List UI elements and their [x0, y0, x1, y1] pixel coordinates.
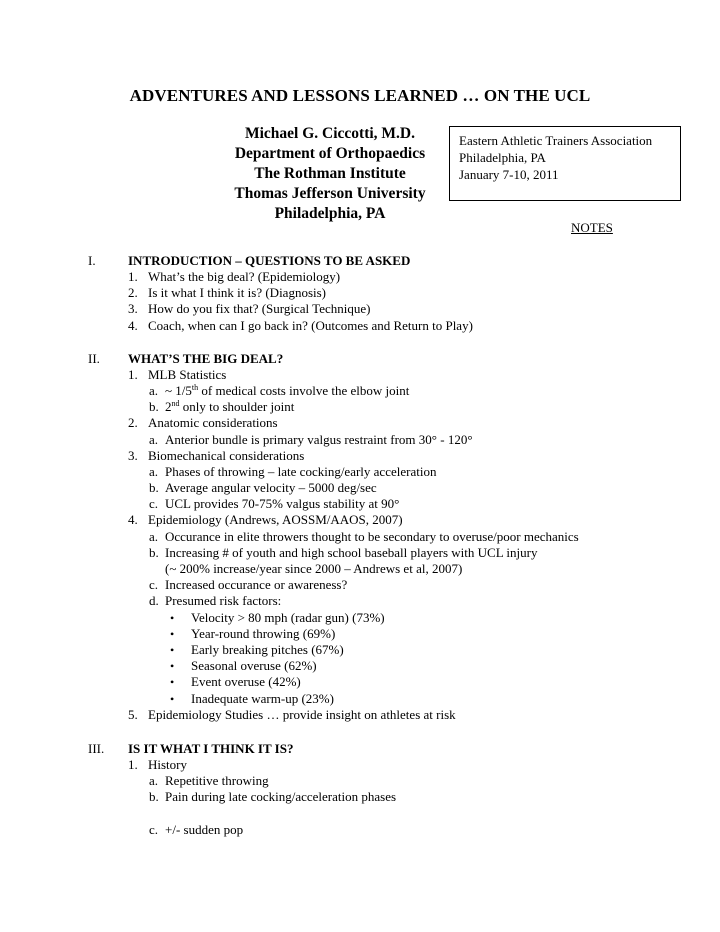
item-label: b. [149, 544, 159, 560]
outline-item [0, 383, 720, 399]
document-title: ADVENTURES AND LESSONS LEARNED … ON THE UCL [129, 86, 591, 105]
item-text: Epidemiology (Andrews, AOSSM/AAOS, 2007) [148, 512, 403, 528]
item-label: 3. [128, 301, 138, 317]
item-text: Increased occurance or awareness? [165, 577, 348, 593]
bullet-marker: • [170, 691, 175, 706]
outline-item [0, 658, 720, 674]
item-text: Pain during late cocking/acceleration phases [165, 789, 397, 805]
item-label: 1. [128, 756, 138, 772]
outline-item [0, 561, 720, 577]
item-label: c. [149, 822, 159, 838]
ordinal-superscript: th [191, 382, 199, 392]
item-text-part: ~ 1/5 [165, 382, 192, 398]
item-text-part: only to shoulder joint [179, 399, 295, 415]
item-label: c. [149, 496, 159, 512]
item-text: History [148, 756, 187, 772]
section-numeral: II. [88, 350, 100, 366]
outline-item [0, 773, 720, 789]
outline-item [0, 674, 720, 690]
item-text: What’s the big deal? (Epidemiology) [148, 269, 341, 284]
item-text [165, 383, 409, 399]
outline-item [0, 577, 720, 593]
item-label: 2. [128, 285, 138, 301]
item-label: 2. [128, 415, 138, 431]
bullet-marker: • [170, 642, 175, 657]
item-text: Early breaking pitches (67%) [191, 641, 344, 657]
author-university: Thomas Jefferson University [234, 185, 426, 202]
outline-item [0, 593, 720, 609]
section-heading: WHAT’S THE BIG DEAL? [128, 350, 284, 366]
item-text-part: 2 [165, 399, 172, 415]
bullet-marker: • [170, 675, 175, 690]
author-institute: The Rothman Institute [254, 165, 406, 182]
outline-item [0, 464, 720, 480]
item-text: Inadequate warm-up (23%) [191, 690, 334, 706]
item-text: Anterior bundle is primary valgus restraint from 30° - 120° [165, 431, 473, 447]
item-text: (~ 200% increase/year since 2000 – Andrews et al, 2007) [165, 561, 463, 576]
outline-item [0, 642, 720, 658]
section-numeral: III. [88, 740, 105, 756]
item-text: Biomechanical considerations [148, 447, 305, 463]
item-label: d. [149, 593, 159, 609]
item-label: 4. [128, 317, 138, 333]
ordinal-superscript: nd [171, 399, 180, 409]
outline-item [0, 318, 720, 334]
item-label: 1. [128, 269, 138, 284]
outline-item [0, 496, 720, 512]
outline-item [0, 610, 720, 626]
outline-item [0, 432, 720, 448]
item-label: 4. [128, 512, 138, 528]
item-text: Anatomic considerations [148, 415, 278, 431]
item-label: a. [149, 463, 159, 479]
outline-item [0, 707, 720, 723]
author-location: Philadelphia, PA [274, 205, 386, 222]
item-text: Coach, when can I go back in? (Outcomes and Return to Play) [148, 317, 473, 333]
outline-section [0, 740, 720, 839]
outline-section [0, 252, 720, 334]
outline-item [0, 480, 720, 496]
outline [0, 252, 720, 839]
outline-item [0, 822, 720, 838]
outline-item [0, 448, 720, 464]
item-text: Velocity > 80 mph (radar gun) (73%) [191, 609, 385, 625]
item-label: b. [149, 789, 159, 805]
section-numeral: I. [88, 253, 96, 268]
bullet-marker: • [170, 626, 175, 641]
section-heading-row [0, 252, 720, 269]
item-label: a. [149, 773, 159, 789]
item-label: b. [149, 480, 159, 496]
item-text: Average angular velocity – 5000 deg/sec [165, 480, 377, 496]
outline-section [0, 350, 720, 723]
item-text: Is it what I think it is? (Diagnosis) [148, 285, 327, 301]
event-info-box [449, 126, 681, 201]
item-text: Year-round throwing (69%) [191, 625, 336, 641]
item-text [165, 399, 294, 415]
section-heading-row [0, 350, 720, 367]
event-dates: January 7-10, 2011 [459, 167, 559, 182]
outline-item [0, 529, 720, 545]
bullet-marker: • [170, 610, 175, 625]
outline-item [0, 399, 720, 415]
outline-item [0, 269, 720, 285]
author-department: Department of Orthopaedics [234, 145, 426, 162]
event-location: Philadelphia, PA [459, 150, 546, 165]
outline-item [0, 367, 720, 383]
item-label: a. [149, 431, 159, 447]
item-text: +/- sudden pop [165, 822, 244, 838]
author-name: Michael G. Ciccotti, M.D. [244, 125, 415, 142]
item-text: Repetitive throwing [165, 773, 269, 789]
item-label: c. [149, 577, 159, 593]
item-text: Increasing # of youth and high school baseball players with UCL injury [165, 544, 538, 560]
outline-item [0, 805, 720, 822]
outline-item [0, 285, 720, 301]
notes-label: NOTES [571, 220, 613, 235]
section-heading-row [0, 740, 720, 757]
item-text: Presumed risk factors: [165, 593, 282, 609]
item-text: Event overuse (42%) [191, 674, 301, 690]
outline-item [0, 512, 720, 528]
event-name: Eastern Athletic Trainers Association [459, 133, 653, 148]
outline-item [0, 626, 720, 642]
item-label: b. [149, 399, 159, 415]
outline-item [0, 545, 720, 561]
item-text: Phases of throwing – late cocking/early acceleration [165, 463, 437, 479]
author-block [220, 124, 440, 224]
item-text-part: of medical costs involve the elbow joint [198, 382, 410, 398]
item-text: UCL provides 70-75% valgus stability at 90° [165, 496, 400, 512]
outline-item [0, 757, 720, 773]
outline-item [0, 415, 720, 431]
outline-item [0, 691, 720, 707]
item-label: a. [149, 528, 159, 544]
outline-item [0, 301, 720, 317]
outline-item [0, 789, 720, 805]
item-text: Occurance in elite throwers thought to be secondary to overuse/poor mechanics [165, 528, 579, 544]
item-label: 3. [128, 447, 138, 463]
section-heading: INTRODUCTION – QUESTIONS TO BE ASKED [128, 253, 411, 268]
item-label: 5. [128, 706, 138, 722]
bullet-marker: • [170, 659, 175, 674]
item-label: a. [149, 382, 159, 398]
item-text: Seasonal overuse (62%) [191, 658, 317, 674]
item-text: Epidemiology Studies … provide insight on athletes at risk [148, 706, 456, 722]
item-label: 1. [128, 366, 138, 382]
section-heading: IS IT WHAT I THINK IT IS? [128, 740, 294, 756]
item-text: How do you fix that? (Surgical Technique) [148, 301, 371, 317]
item-text: MLB Statistics [148, 366, 227, 382]
